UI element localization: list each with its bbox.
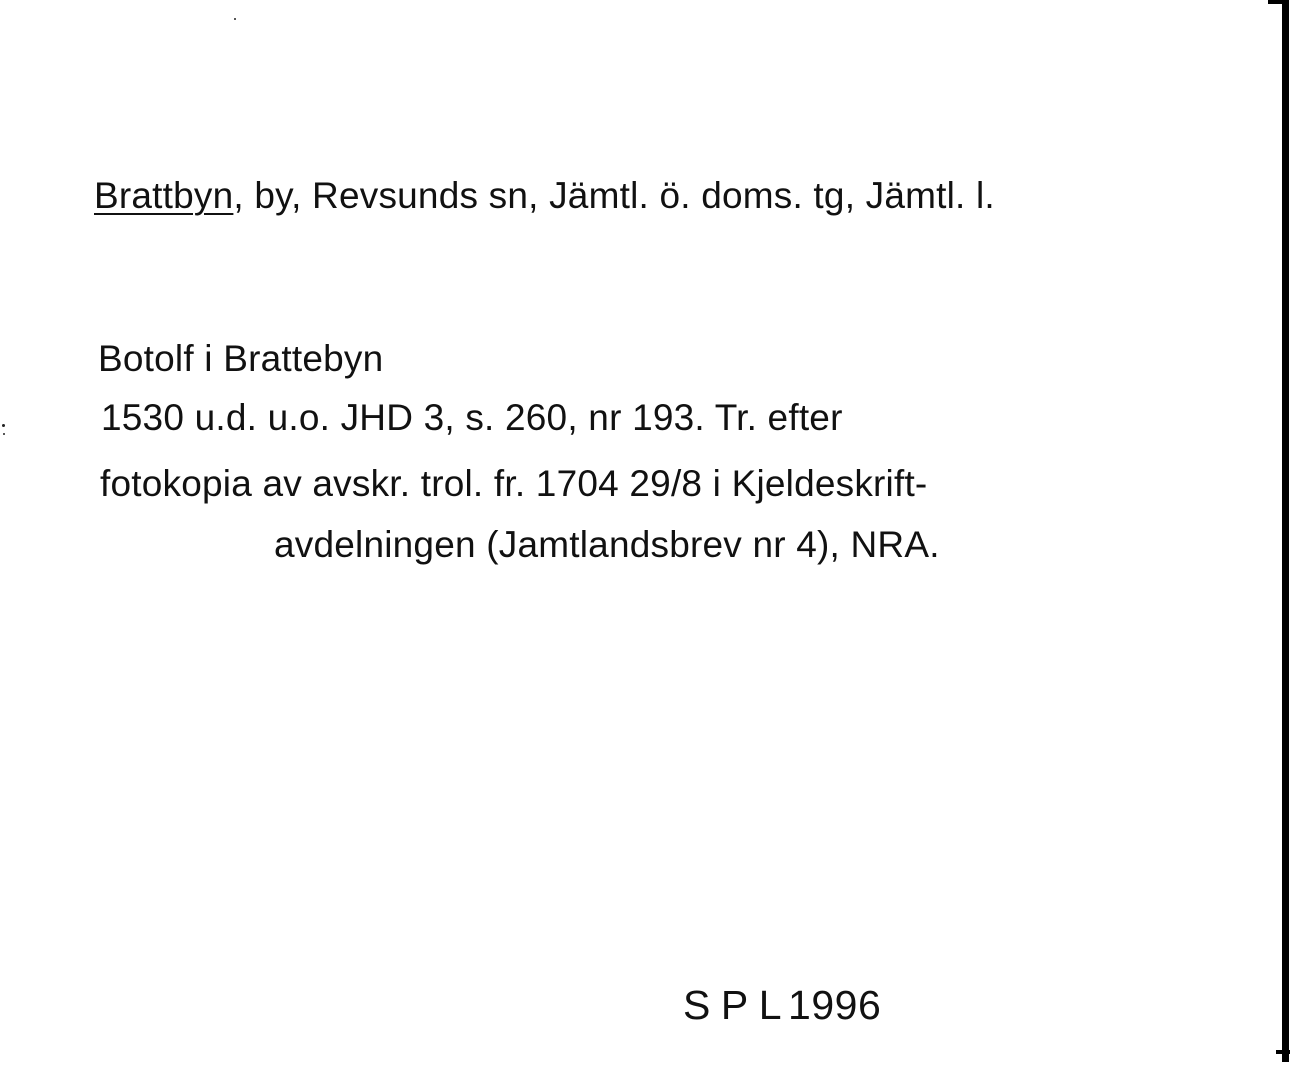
entry-line-3: avdelningen (Jamtlandsbrev nr 4), NRA. bbox=[274, 524, 940, 565]
entry-line-2: fotokopia av avskr. trol. fr. 1704 29/8 i Kjeldeskrift- bbox=[100, 463, 928, 504]
scan-speck bbox=[2, 424, 5, 427]
scan-speck bbox=[234, 18, 236, 20]
signature-year: 1996 bbox=[788, 982, 882, 1028]
place-description: , by, Revsunds sn, Jämtl. ö. doms. tg, Jämtl. l. bbox=[233, 175, 995, 216]
signature-initial: S bbox=[683, 982, 711, 1028]
signature bbox=[683, 982, 881, 1028]
card-heading bbox=[94, 174, 995, 218]
signature-initial: L bbox=[758, 982, 783, 1028]
entry-line-1: 1530 u.d. u.o. JHD 3, s. 260, nr 193. Tr. efter bbox=[101, 397, 843, 438]
place-name: Brattbyn bbox=[94, 175, 234, 216]
entry-person: Botolf i Brattebyn bbox=[98, 338, 384, 379]
card-edge-line bbox=[1282, 0, 1289, 1062]
scan-speck bbox=[3, 433, 5, 435]
signature-initial: P bbox=[720, 982, 749, 1028]
card-edge-top-mark bbox=[1268, 0, 1284, 4]
card-edge-bottom-mark bbox=[1276, 1050, 1290, 1054]
